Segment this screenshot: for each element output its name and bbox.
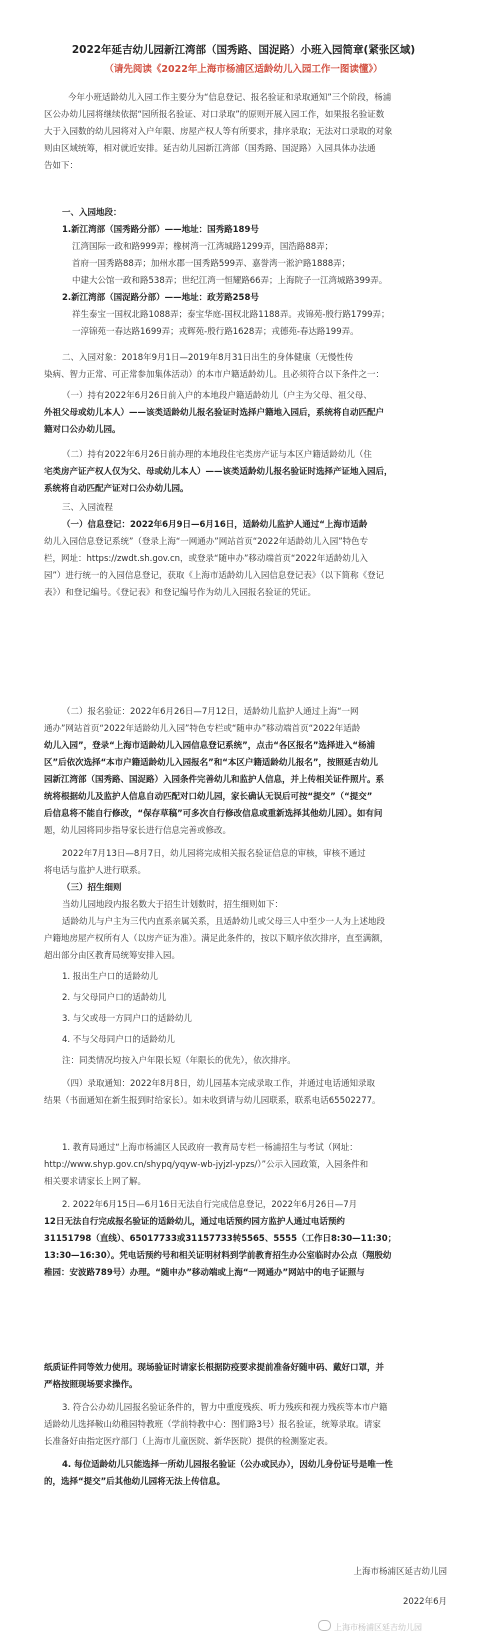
condition-line: 籍对口公办幼儿园。 <box>44 425 121 435</box>
rules-line: 户籍地房屋产权所有人（以房产证为准）。满足此条件的，按以下顺序依次排序，直至满额， <box>44 934 389 944</box>
rules-line: 超出部分由区教育局统筹安排入园。 <box>44 951 181 961</box>
footer-date: 2022年6月 <box>402 1597 447 1607</box>
intro-line: 区公办幼儿园将继续依据“园所报名验证、对口录取”的原则开展入园工作，如果报名验证数 <box>44 110 385 120</box>
note-line: 12日无法自行完成报名验证的适龄幼儿，通过电话预约园方监护人通过电话预约 <box>44 1217 345 1227</box>
process-line: （一）信息登记：2022年6月9日—6月16日，适龄幼儿监护人通过“上海市适龄 <box>62 520 368 530</box>
note-line: 长准备好由指定医疗部门（上海市儿童医院、新华医院）提供的检测鉴定表。 <box>44 1437 334 1447</box>
notes-section <box>44 1140 448 1282</box>
verify-line: 通办”网站首页“2022年适龄幼儿入园”特色专栏或“随申办”移动端首页“2022年适龄 <box>44 724 361 734</box>
area-line: 祥生泰宝一国权北路1088弄；泰宝华庭-国权北路1188弄。戎锦苑-殷行路1799弄； <box>72 310 390 320</box>
condition-line: （二）持有2022年6月26日前办理的本地段住宅类房产证与本区户籍适龄幼儿（住 <box>62 450 372 460</box>
note-link[interactable]: http://www.shyp.gov.cn/shypq/yqyw-wb-jyjzl-ypzs/）”公示入园政策，入园条件和 <box>44 1160 369 1170</box>
condition-line: 系统将自动匹配产证对口公办幼儿园。 <box>44 484 189 494</box>
area-line: 首府一国秀路88弄；加州水郡一国秀路599弄、嘉誉湾一淞沪路1888弄； <box>72 259 351 269</box>
verify-line: 园新江湾部（国秀路、国浞路）入园条件完善幼儿和监护人信息，并上传相关证件照片。系 <box>44 775 385 785</box>
process-line: 园”）进行统一的入园信息登记，获取《上海市适龄幼儿入园信息登记表》（以下简称《登记 <box>44 571 385 581</box>
section-verification <box>44 704 448 1110</box>
watermark-text: 上海市杨浦区延吉幼儿园 <box>334 1623 422 1632</box>
order-item: 4. 不与父母同户口的适龄幼儿 <box>62 1035 175 1045</box>
footer-org: 上海市杨浦区延吉幼儿园 <box>353 1567 447 1577</box>
process-line: 表》）和登记编号。《登记表》和登记编号作为幼儿入园报名验证的凭证。 <box>44 588 317 598</box>
target-line: 二、入园对象：2018年9月1日—2019年8月31日出生的身体健康（无慢性传 <box>62 353 354 363</box>
note-line: 31151798（直线）、65017733或31157733转5565、5555（工作日8:30—11:30； <box>44 1234 397 1244</box>
intro-line: 大于入园数的幼儿园将对入户年限、房屋产权人等有所要求，排序录取；无法对口录取的对象 <box>44 127 393 137</box>
rules-line: 适龄幼儿与户主为三代内直系亲属关系，且适龄幼儿或父母三人中至少一人为上述地段 <box>62 917 386 927</box>
note-line: 相关要求请家长上网了解。 <box>44 1177 147 1187</box>
condition-line: 外祖父母或幼儿本人）——该类适龄幼儿报名验证时选择户籍地入园后，系统将自动匹配户 <box>44 408 385 418</box>
document-title: 2022年延吉幼儿园新江湾部（国秀路、国浞路）小班入园简章(紧张区域) <box>71 44 416 56</box>
order-item: 3. 与父或母一方同户口的适龄幼儿 <box>62 1014 192 1024</box>
area-line: 中建大公馆一政和路538弄；世纪江湾一恒耀路66弄；上海院子一江湾城路399弄。 <box>72 276 388 286</box>
process-line: 幼儿入园信息登记系统”（登录上海“一网通办”网站首页“2022年适龄幼儿入园”特色专 <box>44 537 369 547</box>
note-line: 4. 每位适龄幼儿只能选择一所幼儿园报名验证（公办或民办），因幼儿身份证号是唯一性 <box>62 1460 393 1470</box>
verify-line: 统将根据幼儿及监护人信息自动匹配对口幼儿园，家长确认无误后可按“提交”（“提交” <box>44 792 373 802</box>
note-line: 1. 教育局通过“上海市杨浦区人民政府一教育局专栏一杨浦招生与考试（网址： <box>62 1143 358 1153</box>
order-item: 2. 与父母同户口的适龄幼儿 <box>62 993 167 1003</box>
intro-paragraph <box>44 90 448 175</box>
admission-line: （四）录取通知：2022年8月8日，幼儿园基本完成录取工作，并通过电话通知录取 <box>62 1079 375 1089</box>
reading-notice-link[interactable]: （请先阅读《2022年上海市杨浦区适龄幼儿入园工作一图读懂》） <box>104 64 383 75</box>
intro-line: 则由区域统筹，相对就近安排。延吉幼儿园新江湾部（国秀路、国浞路）入园具体办法通 <box>44 144 376 154</box>
condition-line: （一）持有2022年6月26日前入户的本地段户籍适龄幼儿（户主为父母、祖父母、 <box>62 391 372 401</box>
note-line: 2. 2022年6月15日—6月16日无法自行完成信息登记，2022年6月26日—7月 <box>62 1200 358 1210</box>
admission-line: 结果（书面通知在新生报到时给家长）。如未收到请与幼儿园联系，联系电话65502277。 <box>44 1096 381 1106</box>
note-line: 13:30—16:30）。凭电话预约号和相关证明材料到学前教育招生办公室临时办公点（翔殷幼 <box>44 1251 392 1261</box>
verify-line: 区”后依次选择“本市户籍适龄幼儿入园报名”和“本区户籍适龄幼儿报名”，按照延吉幼儿 <box>44 758 378 768</box>
notes-section-continued <box>44 1360 448 1491</box>
note-line: 3. 符合公办幼儿园报名验证条件的，智力中重度残疾、听力残疾和视力残疾等本市户籍 <box>62 1403 388 1413</box>
note-line: 的，选择“提交”后其他幼儿园将无法上传信息。 <box>44 1477 226 1487</box>
campus-heading-guozhuo: 2.新江湾部（国浞路分部）——地址：政芳路258号 <box>62 293 259 303</box>
section-enrollment-area <box>44 205 448 341</box>
order-note: 注：同类情况均按入户年限长短（年限长的优先），依次排序。 <box>62 1056 296 1066</box>
rules-line: 当幼儿园地段内报名数大于招生计划数时，招生细则如下： <box>62 900 284 910</box>
verify-line: 幼儿入园”，登录“上海市适龄幼儿入园信息登记系统”，点击“各区报名”选择进入“杨浦 <box>44 741 376 751</box>
order-item: 1. 报出生户口的适龄幼儿 <box>62 972 158 982</box>
wechat-icon <box>318 1620 331 1631</box>
intro-line: 今年小班适龄幼儿入园工作主要分为“信息登记、报名验证和录取通知”三个阶段，杨浦 <box>68 93 392 103</box>
rules-heading: （三）招生细则 <box>62 883 122 893</box>
section-enrollment-target <box>44 350 448 498</box>
note-line: 纸质证件同等效力使用。现场验证时请家长根据防疫要求提前准备好随申码、戴好口罩，并 <box>44 1363 385 1373</box>
target-line: 染病、智力正常、可正常参加集体活动）的本市户籍适龄幼儿。且必须符合以下条件之一： <box>44 370 385 380</box>
note-line: 适龄幼儿选择鞍山幼稚园特教班（学前特教中心：图们路3号）报名验证，统筹录取。请家 <box>44 1420 381 1430</box>
section-heading: 三、入园流程 <box>62 503 114 513</box>
verify-line: 题，幼儿园将同步指导家长进行信息完善或修改。 <box>44 826 232 836</box>
note-line: 稚园：安波路789号）办理。“随申办”移动端或上海“一网通办”网站中的电子证照与 <box>44 1268 365 1278</box>
intro-line: 告如下： <box>44 161 79 171</box>
campus-heading-guoxiu: 1.新江湾部（国秀路分部）——地址：国秀路189号 <box>62 225 259 235</box>
verify-line: 后信息将不能自行修改，“保存草稿”可多次自行修改信息或重新选择其他幼儿园）。如有问 <box>44 809 383 819</box>
process-line: 栏，网址：https://zwdt.sh.gov.cn，或登录“随申办”移动端首页“2022年适龄幼儿入 <box>44 554 368 564</box>
section-process <box>44 500 448 602</box>
note-line: 严格按照现场要求操作。 <box>44 1380 138 1390</box>
section-heading: 一、入园地段： <box>62 208 122 218</box>
condition-line: 宅类房产证产权人仅为父、母或幼儿本人）——该类适龄幼儿报名验证时选择产证地入园后， <box>44 467 393 477</box>
area-line: 江湾国际一政和路999弄；橡树湾一江湾城路1299弄，国浩路88弄； <box>72 242 334 252</box>
review-line: 2022年7月13日—8月7日，幼儿园将完成相关报名验证信息的审核，审核不通过 <box>62 849 366 859</box>
verify-line: （二）报名验证：2022年6月26日—7月12日，适龄幼儿监护人通过上海“一网 <box>62 707 359 717</box>
area-line: 一淳锦苑一春达路1699弄；戎辉苑-殷行路1628弄；戎德苑-春达路199弄。 <box>72 327 359 337</box>
watermark <box>318 1620 422 1634</box>
review-line: 将电话与监护人进行联系。 <box>44 866 147 876</box>
